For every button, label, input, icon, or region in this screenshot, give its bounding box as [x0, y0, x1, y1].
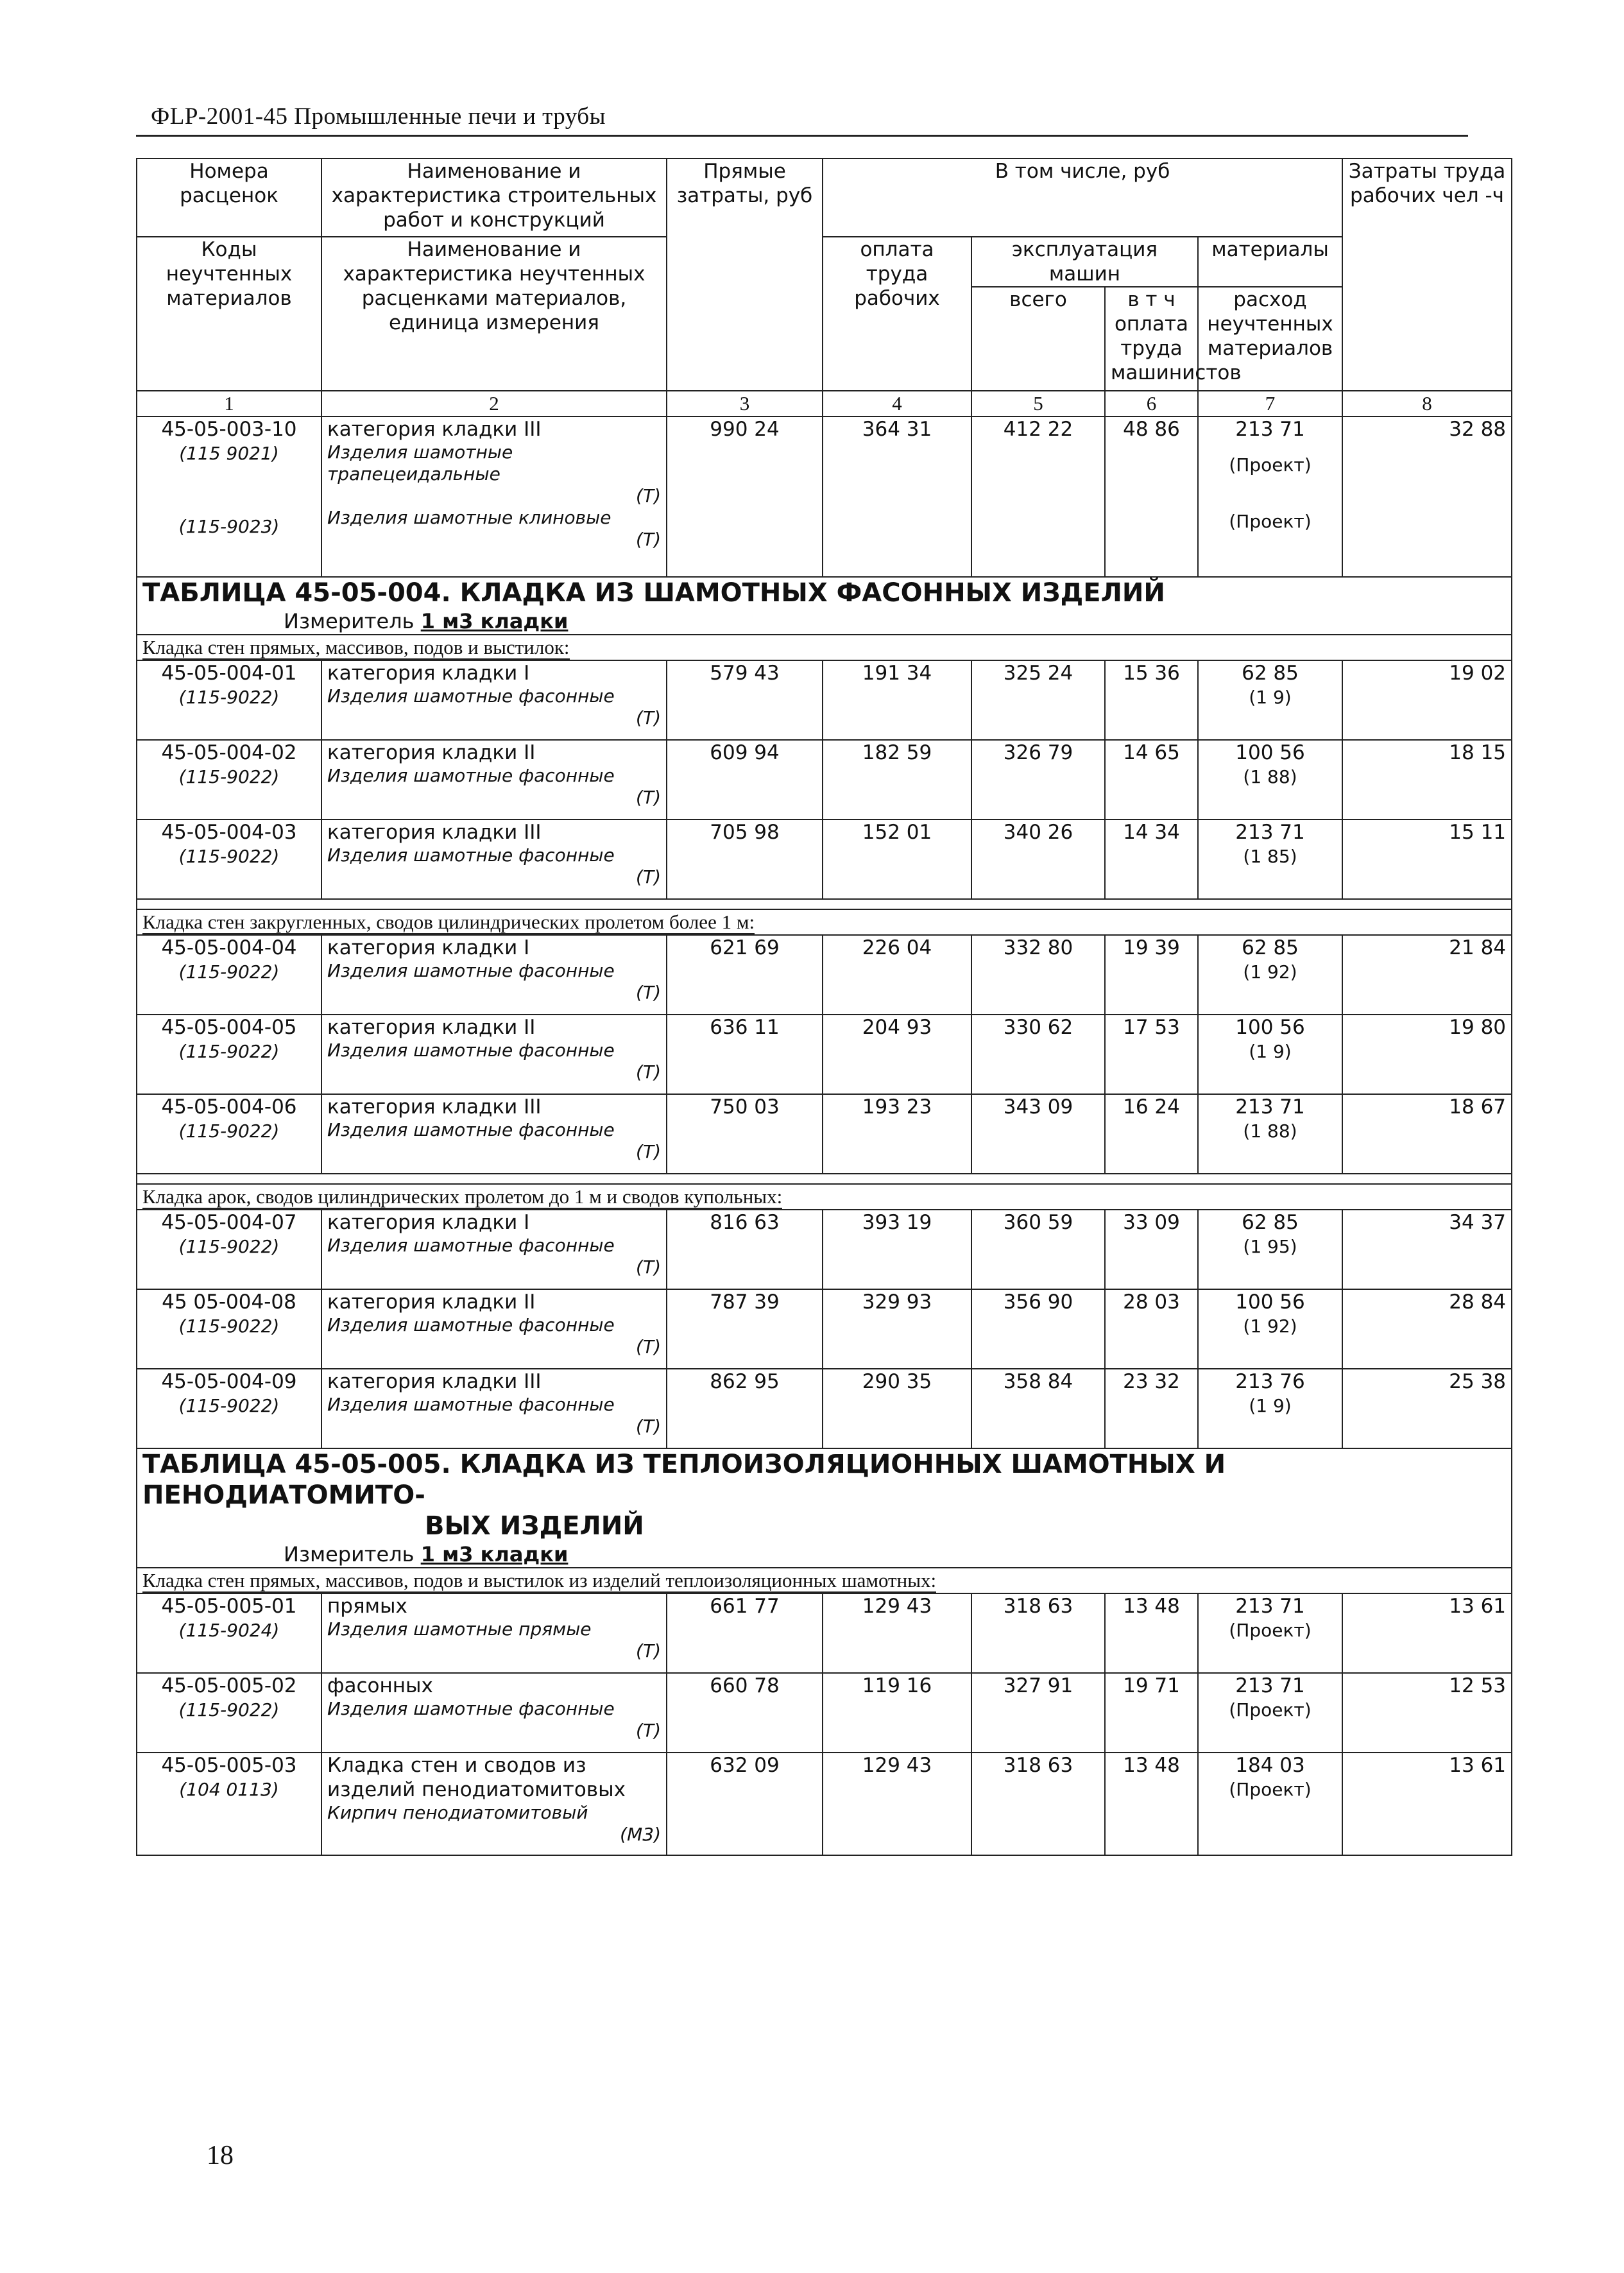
wages: 193 23 [823, 1094, 971, 1174]
meter [142, 608, 1506, 634]
page-header: ФLР-2001-45 Промышленные печи и трубы [151, 103, 606, 130]
work-name: категория кладки III [327, 821, 542, 844]
material-quantity: (1 9) [1249, 687, 1292, 708]
wages: 119 16 [823, 1673, 971, 1753]
header-rule [136, 135, 1468, 137]
material-quantity: (Проект) [1229, 511, 1312, 532]
machinist-wages: 13 48 [1105, 1593, 1198, 1673]
work-name: прямых [327, 1595, 407, 1618]
col-header-materials: материалы [1198, 237, 1342, 287]
work-name: категория кладки III [327, 1370, 542, 1393]
material-unit: (Т) [636, 1336, 661, 1357]
wages: 329 93 [823, 1289, 971, 1369]
machinist-wages: 19 39 [1105, 935, 1198, 1015]
col-header-unaccounted-materials: расход неучтенных материалов [1198, 287, 1342, 391]
col-number: 6 [1105, 391, 1198, 416]
direct-costs: 787 39 [667, 1289, 823, 1369]
section-heading: Кладка стен прямых, массивов, подов и выстилок из изделий теплоизоляционных шамотных: [142, 1569, 937, 1591]
material-unit: (Т) [636, 787, 661, 808]
direct-costs: 661 77 [667, 1593, 823, 1673]
material-unit: (Т) [636, 1720, 661, 1741]
work-name: категория кладки II [327, 1291, 536, 1314]
machinist-wages: 17 53 [1105, 1015, 1198, 1094]
table-row [137, 1289, 1512, 1369]
material-code: (115-9022) [178, 1236, 280, 1257]
direct-costs: 621 69 [667, 935, 823, 1015]
material-quantity: (Проект) [1229, 1779, 1312, 1800]
wages: 393 19 [823, 1210, 971, 1289]
material-unit: (Т) [636, 1416, 661, 1437]
machinist-wages: 15 36 [1105, 660, 1198, 740]
wages: 191 34 [823, 660, 971, 740]
meter-label: Измеритель [284, 609, 415, 633]
wages: 364 31 [823, 416, 971, 577]
material-quantity: (1 9) [1249, 1041, 1292, 1062]
col-header-material-name: Наименование и характеристика неучтенных расценками материалов, единица измерения [321, 237, 667, 391]
materials-cost: 100 56 [1235, 1291, 1305, 1314]
material-name: Изделия шамотные фасонные [327, 1394, 615, 1415]
materials-cost: 62 85 [1242, 662, 1299, 685]
labor-costs: 18 67 [1342, 1094, 1512, 1174]
table-title-row [137, 1448, 1512, 1568]
table-row [137, 1094, 1512, 1174]
material-quantity: (Проект) [1229, 1699, 1312, 1720]
labor-costs: 19 02 [1342, 660, 1512, 740]
materials-cost: 213 76 [1235, 1370, 1305, 1393]
labor-costs: 13 61 [1342, 1593, 1512, 1673]
section-spacer [137, 1174, 1512, 1184]
wages: 129 43 [823, 1593, 971, 1673]
col-header-including: В том числе, руб [823, 159, 1342, 237]
material-unit: (Т) [636, 1640, 661, 1661]
direct-costs: 862 95 [667, 1369, 823, 1448]
col-number: 8 [1342, 391, 1512, 416]
col-number: 1 [137, 391, 321, 416]
table-row [137, 1593, 1512, 1673]
column-numbers-row [137, 391, 1512, 416]
rate-code: 45-05-004-09 [161, 1370, 297, 1393]
material-code: (115-9022) [178, 1041, 280, 1062]
material-name: Изделия шамотные прямые [327, 1618, 592, 1640]
section-heading-row [137, 909, 1512, 935]
labor-costs: 15 11 [1342, 819, 1512, 899]
work-name: категория кладки I [327, 936, 530, 959]
material-code: (115-9022) [178, 1120, 280, 1142]
materials-cost: 213 71 [1235, 1095, 1305, 1119]
meter [142, 1541, 1506, 1567]
direct-costs: 609 94 [667, 740, 823, 819]
material-name: Изделия шамотные фасонные [327, 1235, 615, 1256]
material-unit: (Т) [636, 485, 661, 506]
wages: 152 01 [823, 819, 971, 899]
col-number: 4 [823, 391, 971, 416]
material-quantity: (1 95) [1243, 1236, 1297, 1257]
material-name: Кирпич пенодиатомитовый [327, 1802, 588, 1823]
section-heading-row [137, 1568, 1512, 1593]
table-row [137, 740, 1512, 819]
col-number: 3 [667, 391, 823, 416]
direct-costs: 990 24 [667, 416, 823, 577]
material-quantity: (1 85) [1243, 846, 1297, 867]
machines-total: 343 09 [971, 1094, 1105, 1174]
material-code: (104 0113) [179, 1779, 279, 1800]
machines-total: 358 84 [971, 1369, 1105, 1448]
machinist-wages: 23 32 [1105, 1369, 1198, 1448]
work-name: категория кладки III [327, 418, 542, 441]
material-unit: (Т) [636, 866, 661, 888]
materials-cost: 184 03 [1235, 1754, 1305, 1777]
material-quantity: (1 9) [1249, 1395, 1292, 1416]
rate-code: 45-05-004-03 [161, 821, 297, 844]
machines-total: 356 90 [971, 1289, 1105, 1369]
rate-code: 45-05-003-10 [161, 418, 297, 441]
machines-total: 318 63 [971, 1753, 1105, 1855]
meter-value: 1 м3 кладки [420, 1542, 568, 1566]
machinist-wages: 28 03 [1105, 1289, 1198, 1369]
table-row [137, 819, 1512, 899]
work-name: категория кладки II [327, 741, 536, 764]
meter-label: Измеритель [284, 1542, 415, 1566]
pricing-table [136, 158, 1512, 1856]
material-name: Изделия шамотные фасонные [327, 1698, 615, 1719]
material-quantity: (1 88) [1243, 766, 1297, 787]
machines-total: 325 24 [971, 660, 1105, 740]
materials-cost: 62 85 [1242, 1211, 1299, 1234]
labor-costs: 34 37 [1342, 1210, 1512, 1289]
labor-costs: 12 53 [1342, 1673, 1512, 1753]
labor-costs: 18 15 [1342, 740, 1512, 819]
material-name: Изделия шамотные фасонные [327, 1040, 615, 1061]
col-header-name: Наименование и характеристика строительных работ и конструкций [321, 159, 667, 237]
work-name: категория кладки I [327, 662, 530, 685]
rate-code: 45-05-004-05 [161, 1016, 297, 1039]
material-unit: (М3) [620, 1824, 661, 1845]
materials-cost: 213 71 [1235, 418, 1305, 441]
material-code: (115-9022) [178, 1395, 280, 1416]
table-title-row [137, 577, 1512, 635]
section-heading-row [137, 635, 1512, 660]
rate-code: 45-05-004-01 [161, 662, 297, 685]
material-code: (115-9022) [178, 961, 280, 982]
page-number: 18 [207, 2141, 234, 2170]
table-row [137, 1369, 1512, 1448]
rate-code: 45-05-004-07 [161, 1211, 297, 1234]
direct-costs: 816 63 [667, 1210, 823, 1289]
direct-costs: 660 78 [667, 1673, 823, 1753]
rate-code: 45-05-004-02 [161, 741, 297, 764]
wages: 226 04 [823, 935, 971, 1015]
materials-cost: 100 56 [1235, 1016, 1305, 1039]
materials-cost: 213 71 [1235, 1674, 1305, 1697]
machinist-wages: 14 34 [1105, 819, 1198, 899]
table-row [137, 660, 1512, 740]
table-row [137, 1753, 1512, 1855]
rate-code: 45-05-005-03 [161, 1754, 297, 1777]
col-header-codes: Номера расценок [137, 159, 321, 237]
material-name: Изделия шамотные фасонные [327, 845, 615, 866]
col-header-wages: оплата труда рабочих [823, 237, 971, 391]
meter-value: 1 м3 кладки [420, 609, 568, 633]
rate-code: 45-05-004-06 [161, 1095, 297, 1119]
col-number: 5 [971, 391, 1105, 416]
section-heading-row [137, 1184, 1512, 1210]
col-header-material-codes: Коды неучтенных материалов [137, 237, 321, 391]
direct-costs: 750 03 [667, 1094, 823, 1174]
machines-total: 412 22 [971, 416, 1105, 577]
labor-costs: 28 84 [1342, 1289, 1512, 1369]
work-name: фасонных [327, 1674, 433, 1697]
machinist-wages: 16 24 [1105, 1094, 1198, 1174]
col-header-labor: Затраты труда рабочих чел -ч [1342, 159, 1512, 391]
wages: 204 93 [823, 1015, 971, 1094]
material-code: (115-9022) [178, 687, 280, 708]
materials-cost: 213 71 [1235, 821, 1305, 844]
wages: 290 35 [823, 1369, 971, 1448]
machines-total: 326 79 [971, 740, 1105, 819]
material-code: (115-9022) [178, 766, 280, 787]
section-heading: Кладка арок, сводов цилиндрических пролетом до 1 м и сводов купольных: [142, 1185, 783, 1208]
labor-costs: 32 88 [1342, 416, 1512, 577]
col-header-machines-total: всего [971, 287, 1105, 391]
material-code: (115-9024) [178, 1620, 280, 1641]
machinist-wages: 48 86 [1105, 416, 1198, 577]
section-heading: Кладка стен прямых, массивов, подов и выстилок: [142, 636, 570, 658]
material-code: (115-9022) [178, 1316, 280, 1337]
material-name: Изделия шамотные фасонные [327, 765, 615, 786]
machines-total: 327 91 [971, 1673, 1105, 1753]
col-header-machinist-wages: в т ч оплата труда машинистов [1105, 287, 1198, 391]
section-heading: Кладка стен закругленных, сводов цилиндрических пролетом более 1 м: [142, 911, 755, 933]
rate-code: 45 05-004-08 [162, 1291, 296, 1314]
machines-total: 318 63 [971, 1593, 1105, 1673]
rate-code: 45-05-004-04 [161, 936, 297, 959]
direct-costs: 579 43 [667, 660, 823, 740]
direct-costs: 705 98 [667, 819, 823, 899]
material-name: Изделия шамотные фасонные [327, 960, 615, 981]
labor-costs: 13 61 [1342, 1753, 1512, 1855]
col-number: 2 [321, 391, 667, 416]
material-code: (115-9022) [178, 846, 280, 867]
table-row [137, 1015, 1512, 1094]
materials-cost: 62 85 [1242, 936, 1299, 959]
material-quantity: (1 88) [1243, 1120, 1297, 1142]
rate-code: 45-05-005-02 [161, 1674, 297, 1697]
material-name: Изделия шамотные трапецеидальные [327, 442, 513, 485]
section-spacer [137, 899, 1512, 909]
material-quantity: (1 92) [1243, 961, 1297, 982]
materials-cost: 100 56 [1235, 741, 1305, 764]
direct-costs: 636 11 [667, 1015, 823, 1094]
table-row [137, 935, 1512, 1015]
material-unit: (Т) [636, 982, 661, 1003]
material-quantity: (1 92) [1243, 1316, 1297, 1337]
direct-costs: 632 09 [667, 1753, 823, 1855]
material-quantity: (Проект) [1229, 1620, 1312, 1641]
material-name: Изделия шамотные фасонные [327, 1119, 615, 1140]
table-title: ТАБЛИЦА 45-05-004. КЛАДКА ИЗ ШАМОТНЫХ ФАСОННЫХ ИЗДЕЛИЙ [142, 578, 1165, 608]
table-title [142, 1449, 1506, 1541]
machines-total: 332 80 [971, 935, 1105, 1015]
work-name: категория кладки III [327, 1095, 542, 1119]
labor-costs: 21 84 [1342, 935, 1512, 1015]
work-name: Кладка стен и сводов из изделий пенодиатомитовых [327, 1754, 626, 1801]
machinist-wages: 19 71 [1105, 1673, 1198, 1753]
labor-costs: 19 80 [1342, 1015, 1512, 1094]
col-header-machines: эксплуатация машин [971, 237, 1198, 287]
material-code: (115-9022) [178, 1699, 280, 1720]
material-unit: (Т) [636, 529, 661, 550]
machines-total: 360 59 [971, 1210, 1105, 1289]
col-header-direct-costs: Прямые затраты, руб [667, 159, 823, 391]
labor-costs: 25 38 [1342, 1369, 1512, 1448]
wages: 129 43 [823, 1753, 971, 1855]
machinist-wages: 33 09 [1105, 1210, 1198, 1289]
material-unit: (Т) [636, 1257, 661, 1278]
material-unit: (Т) [636, 1061, 661, 1083]
material-unit: (Т) [636, 707, 661, 728]
table-row [137, 416, 1512, 577]
wages: 182 59 [823, 740, 971, 819]
machines-total: 330 62 [971, 1015, 1105, 1094]
material-name: Изделия шамотные фасонные [327, 1314, 615, 1335]
rate-code: 45-05-005-01 [161, 1595, 297, 1618]
material-name: Изделия шамотные фасонные [327, 685, 615, 707]
material-unit: (Т) [636, 1141, 661, 1162]
work-name: категория кладки I [327, 1211, 530, 1234]
col-number: 7 [1198, 391, 1342, 416]
work-name: категория кладки II [327, 1016, 536, 1039]
material-code: (115-9023) [178, 516, 280, 537]
table-row [137, 1673, 1512, 1753]
machines-total: 340 26 [971, 819, 1105, 899]
material-quantity: (Проект) [1229, 454, 1312, 476]
material-name: Изделия шамотные клиновые [327, 507, 611, 528]
materials-cost: 213 71 [1235, 1595, 1305, 1618]
table-title-line: ТАБЛИЦА 45-05-005. КЛАДКА ИЗ ТЕПЛОИЗОЛЯЦИОННЫХ ШАМОТНЫХ И ПЕНОДИАТОМИТО- [142, 1450, 1226, 1510]
machinist-wages: 13 48 [1105, 1753, 1198, 1855]
table-title-line: ВЫХ ИЗДЕЛИЙ [425, 1511, 644, 1541]
machinist-wages: 14 65 [1105, 740, 1198, 819]
material-code: (115 9021) [179, 443, 279, 464]
table-row [137, 1210, 1512, 1289]
